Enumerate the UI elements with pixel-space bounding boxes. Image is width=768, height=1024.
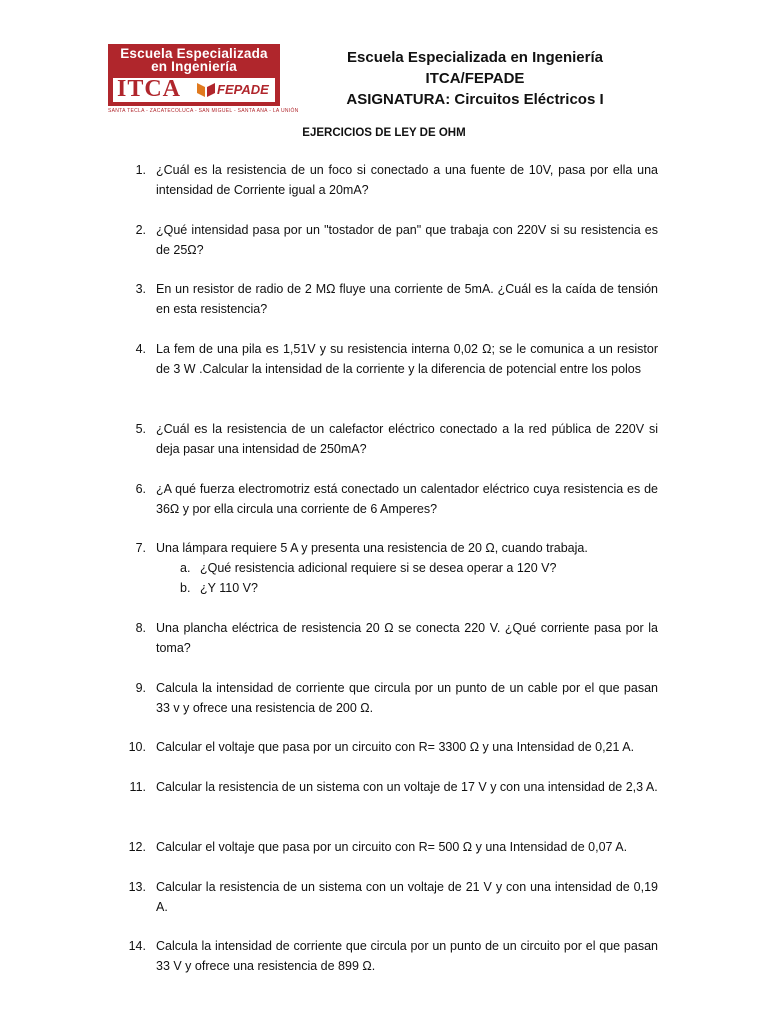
logo-cities: SANTA TECLA - ZACATECOLUCA - SAN MIGUEL - SANTA ANA - LA UNIÓN [108,108,299,114]
sub-question-letter: a. [180,561,191,575]
exercise-number: 14. [128,939,146,953]
exercise-text: Una plancha eléctrica de resistencia 20 Ω se conecta 220 V. ¿Qué corriente pasa por la toma? [156,621,658,655]
exercise-text: Calcular el voltaje que pasa por un circuito con R= 500 Ω y una Intensidad de 0,07 A. [156,840,628,854]
sub-question [180,558,660,578]
header-institution: ITCA/FEPADE [425,70,525,87]
exercise-number: 1. [135,163,146,177]
sub-question-text: ¿Qué resistencia adicional requiere si se desea operar a 120 V? [200,561,557,575]
exercise-number: 9. [135,681,146,695]
sub-question-letter: b. [180,581,191,595]
exercise-text: ¿Qué intensidad pasa por un "tostador de pan" que trabaja con 220V si su resistencia es de 25Ω? [156,223,658,257]
exercise-number: 11. [129,780,146,794]
exercise-text: En un resistor de radio de 2 MΩ fluye una corriente de 5mA. ¿Cuál es la caída de tensión en esta resistencia? [156,282,658,316]
exercise-number: 2. [135,223,146,237]
logo-fepade-text: FEPADE [217,82,269,97]
exercise-text: Calcular el voltaje que pasa por un circuito con R= 3300 Ω y una Intensidad de 0,21 A. [156,740,635,754]
exercise-number: 4. [135,342,146,356]
exercise-text: Calcular la resistencia de un sistema con un voltaje de 17 V y con una intensidad de 2,3 A. [156,780,658,794]
sub-question [180,578,660,598]
exercise-number: 10. [128,740,146,754]
exercise-text: ¿Cuál es la resistencia de un foco si conectado a una fuente de 10V, pasa por ella una intensidad de Corriente igual a 20mA? [156,163,658,197]
logo-line-2: en Ingeniería [151,59,237,74]
header-school: Escuela Especializada en Ingeniería [347,49,603,66]
exercise-number: 12. [128,840,146,854]
exercise-text: ¿A qué fuerza electromotriz está conectado un calentador eléctrico cuya resistencia es de 36Ω y por ella circula una corriente de 6 Amperes? [156,482,658,516]
exercise-text: Calcular la resistencia de un sistema con un voltaje de 21 V y con una intensidad de 0,19 A. [156,880,658,914]
exercise-text: La fem de una pila es 1,51V y su resistencia interna 0,02 Ω; se le comunica a un resistor de 3 W .Calcular la intensidad de la corriente y la diferencia de potencial entre los polos [156,342,658,376]
exercise-number: 8. [135,621,146,635]
header-subject: ASIGNATURA: Circuitos Eléctricos I [346,91,604,108]
exercise-number: 6. [135,482,146,496]
exercise-number: 5. [135,422,146,436]
page-title: EJERCICIOS DE LEY DE OHM [302,127,466,139]
sub-question-text: ¿Y 110 V? [200,581,258,595]
exercise-text: Una lámpara requiere 5 A y presenta una resistencia de 20 Ω, cuando trabaja. [156,541,588,555]
exercise-text: Calcula la intensidad de corriente que circula por un punto de un circuito por el que pasan 33 V y ofrece una resistencia de 899 Ω. [156,939,658,973]
exercise-text: Calcula la intensidad de corriente que circula por un punto de un cable por el que pasan 33 v y ofrece una resistencia de 200 Ω. [156,681,658,715]
logo-line-1: Escuela Especializada [120,46,268,61]
exercise-text: ¿Cuál es la resistencia de un calefactor eléctrico conectado a la red pública de 220V si deja pasar una intensidad de 250mA? [156,422,658,456]
exercise-number: 7. [135,541,146,555]
exercise-number: 3. [135,282,146,296]
logo-itca-text: ITCA [117,76,182,102]
exercise-number: 13. [128,880,146,894]
